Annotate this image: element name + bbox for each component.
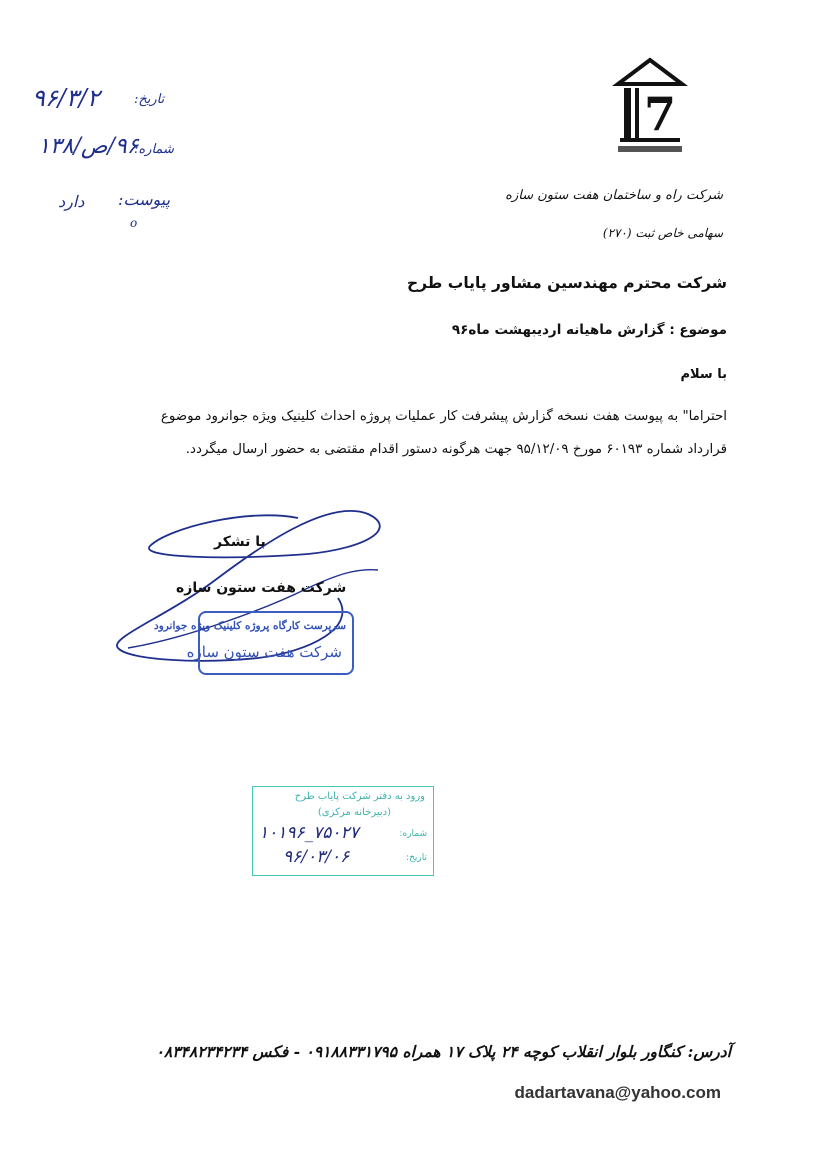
received-stamp-title: ورود به دفتر شرکت پایاب طرح: [294, 791, 425, 802]
greeting: با سلام: [680, 367, 727, 382]
attachment-value: دارد: [58, 192, 85, 211]
received-number-value: ۱۰۱۹۶_۷۵۰۲۷: [259, 823, 359, 843]
recipient-line: شرکت محترم مهندسین مشاور پایاب طرح: [406, 274, 727, 292]
signer-name: شرکت هفت ستون سازه: [176, 580, 347, 596]
letterhead-registration: سهامی خاص ثبت (۲۷۰): [602, 226, 723, 240]
stamp-line-1: سرپرست کارگاه پروژه کلینیک ویژه جوانرود: [154, 620, 346, 632]
subject-line: موضوع : گزارش ماهیانه اردیبهشت ماه۹۶: [451, 322, 727, 338]
received-date-label: تاریخ:: [406, 853, 427, 863]
date-label: تاریخ:: [134, 92, 165, 107]
received-date-value: ۹۶/۰۳/۰۶: [283, 847, 350, 867]
footer-email: dadartavana@yahoo.com: [514, 1083, 721, 1102]
received-stamp: [252, 786, 434, 876]
number-value: ۹۶/ص/۱۳۸: [38, 134, 139, 159]
closing-text: با تشکر: [214, 534, 266, 550]
date-value: ۹۶/۳/۲: [32, 84, 100, 112]
received-stamp-subtitle: (دبیرخانه مرکزی): [317, 807, 391, 818]
attachment-label: پیوست:: [118, 190, 171, 209]
stamp-line-2: شرکت هفت ستون سازه: [186, 643, 342, 661]
company-logo: [612, 56, 688, 156]
number-label: شماره:: [134, 142, 174, 157]
received-number-label: شماره:: [399, 829, 427, 839]
letterhead-company-name: شرکت راه و ساختمان هفت ستون سازه: [505, 188, 723, 203]
body-paragraph-line-2: قرارداد شماره ۶۰۱۹۳ مورخ ۹۵/۱۲/۰۹ جهت هرگونه دستور اقدام مقتضی به حضور ارسال میگردد.: [185, 442, 727, 457]
footer-address: آدرس: کنگاور بلوار انقلاب کوچه ۲۴ پلاک ۱۷ همراه ۰۹۱۸۸۳۳۱۷۹۵ - فکس ۰۸۳۴۸۲۳۴۲۳۴: [155, 1042, 731, 1061]
body-paragraph-line-1: احتراما" به پیوست هفت نسخه گزارش پیشرفت کار عملیات پروژه احداث کلینیک ویژه جوانرود موضوع: [160, 409, 727, 424]
logo-numeral: 7: [644, 87, 677, 141]
company-stamp: [154, 611, 354, 675]
ink-mark: o: [130, 216, 138, 230]
